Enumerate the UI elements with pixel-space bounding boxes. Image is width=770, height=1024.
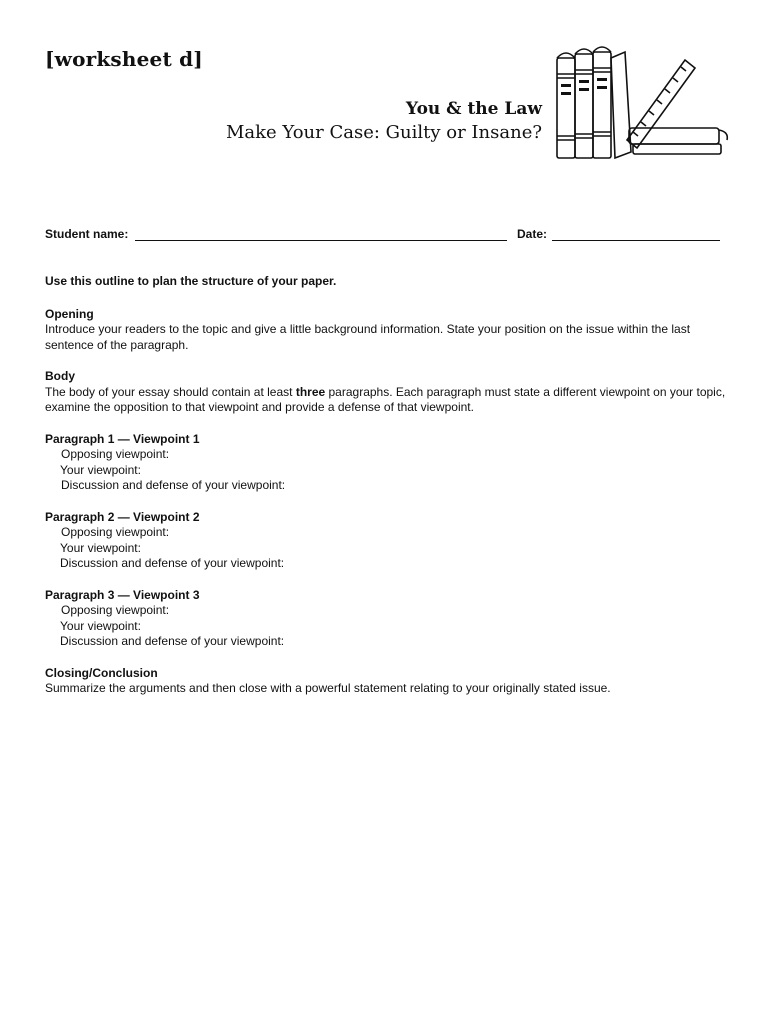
opening-text: Introduce your readers to the topic and give a little background information. State your position on the issue within the last sentence of the paragraph. (45, 322, 691, 352)
paragraph-1-section (45, 432, 735, 494)
opposing-viewpoint-label: Opposing viewpoint: (61, 447, 170, 461)
instructions: Use this outline to plan the structure of your paper. (45, 274, 337, 288)
closing-heading: Closing/Conclusion (45, 665, 158, 680)
your-viewpoint-label: Your viewpoint: (60, 462, 141, 477)
closing-text: Summarize the arguments and then close with a powerful statement relating to your originally stated issue. (45, 681, 611, 695)
discussion-label: Discussion and defense of your viewpoint: (60, 634, 285, 648)
discussion-label: Discussion and defense of your viewpoint: (60, 556, 285, 570)
worksheet-content (45, 274, 735, 713)
closing-section (45, 666, 735, 697)
student-info-row (45, 225, 725, 245)
date-label: Date: (517, 227, 548, 241)
body-text: The body of your essay should contain at least three paragraphs. Each paragraph must state a different viewpoint on your topic, examine the opposition to that viewpoint and provide a defense of that viewpoint. (45, 384, 726, 414)
opposing-viewpoint-label: Opposing viewpoint: (61, 603, 170, 617)
body-heading: Body (45, 369, 75, 383)
opposing-viewpoint-label: Opposing viewpoint: (61, 525, 170, 539)
paragraph-2-section (45, 510, 735, 572)
page-title: You & the Law (405, 99, 542, 119)
page-subtitle: Make Your Case: Guilty or Insane? (225, 122, 542, 143)
paragraph-heading: Paragraph 3 — Viewpoint 3 (45, 587, 200, 602)
books-and-ruler-icon (553, 44, 733, 164)
discussion-label: Discussion and defense of your viewpoint: (61, 478, 286, 492)
paragraph-heading: Paragraph 1 — Viewpoint 1 (45, 431, 200, 446)
worksheet-label: [worksheet d] (45, 47, 203, 71)
your-viewpoint-label: Your viewpoint: (60, 618, 141, 633)
paragraph-3-section (45, 588, 735, 650)
your-viewpoint-label: Your viewpoint: (60, 540, 141, 555)
paragraph-heading: Paragraph 2 — Viewpoint 2 (45, 509, 200, 524)
date-line[interactable] (552, 240, 720, 241)
student-name-label: Student name: (45, 227, 129, 241)
student-name-line[interactable] (135, 240, 507, 241)
body-section (45, 369, 735, 416)
opening-heading: Opening (45, 306, 94, 321)
opening-section (45, 307, 735, 354)
